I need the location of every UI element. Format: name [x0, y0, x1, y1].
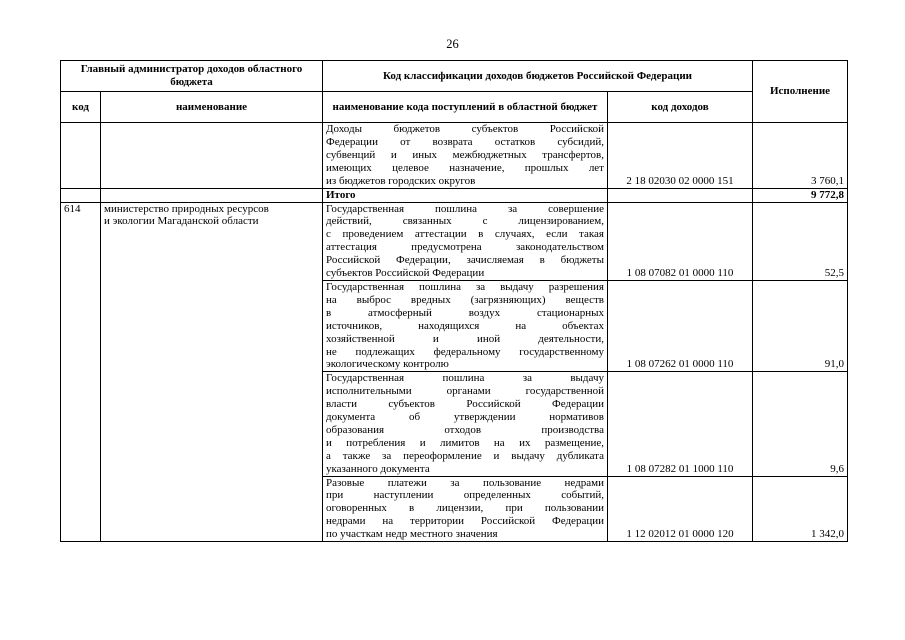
income-name-header: наименование кода поступлений в областной бюджет	[323, 92, 608, 123]
execution-header: Исполнение	[753, 61, 848, 123]
text-line: образования отходов производства	[326, 423, 604, 436]
table-row	[61, 123, 848, 189]
income-code-cell	[608, 188, 753, 202]
total-amount: 9 772,8	[753, 188, 848, 202]
table-row	[61, 202, 848, 280]
table-header-row-1	[61, 61, 848, 92]
name-header: наименование	[101, 92, 323, 123]
admin-code-cell: 614	[61, 202, 101, 542]
text-line: субъектов Российской Федерации	[326, 267, 485, 280]
text-line: источников, находящихся на объектах	[326, 319, 604, 332]
text-line: а также за переоформление и выдачу дубликата	[326, 449, 604, 462]
text-line: не подлежащих федеральному государственному	[326, 345, 604, 358]
text-line: при наступлении определенных событий,	[326, 489, 604, 502]
code-header: код	[61, 92, 101, 123]
text-line: аттестация предусмотрена законодательством	[326, 241, 604, 254]
text-line: хозяйственной и иной деятельности,	[326, 332, 604, 345]
text-line: имеющих целевое назначение, прошлых лет	[326, 161, 604, 174]
text-line: и потребления и лимитов на их размещение,	[326, 436, 604, 449]
admin-name-cell	[101, 188, 323, 202]
text-line: с проведением аттестации в случаях, если такая	[326, 228, 604, 241]
income-name-cell	[323, 476, 608, 542]
text-line: из бюджетов городских округов	[326, 174, 476, 187]
income-name-cell	[323, 280, 608, 371]
amount-cell: 9,6	[753, 372, 848, 476]
text-line: указанного документа	[326, 462, 430, 475]
text-line: Государственная пошлина за выдачу	[326, 372, 604, 385]
income-code-cell: 1 08 07082 01 0000 110	[608, 202, 753, 280]
text-line: субвенций и иных межбюджетных трансфертов,	[326, 148, 604, 161]
text-line: Федерации от возврата остатков субсидий,	[326, 135, 604, 148]
text-line: действий, связанных с лицензированием,	[326, 215, 604, 228]
text-line: документа об утверждении нормативов	[326, 411, 604, 424]
income-code-cell: 1 12 02012 01 0000 120	[608, 476, 753, 542]
text-line: по участкам недр местного значения	[326, 528, 498, 541]
text-line: Российской Федерации, зачисляемая в бюджеты	[326, 254, 604, 267]
text-line: недрами на территории Российской Федерации	[326, 515, 604, 528]
text-line: министерство природных ресурсов	[104, 202, 269, 215]
total-row	[61, 188, 848, 202]
total-label: Итого	[323, 188, 608, 202]
income-code-cell: 2 18 02030 02 0000 151	[608, 123, 753, 189]
admin-code-cell	[61, 123, 101, 189]
text-line: Государственная пошлина за совершение	[326, 202, 604, 215]
amount-cell: 3 760,1	[753, 123, 848, 189]
text-line: на выброс вредных (загрязняющих) веществ	[326, 293, 604, 306]
text-line: оговоренных в лицензии, при пользовании	[326, 502, 604, 515]
amount-cell: 52,5	[753, 202, 848, 280]
text-line: исполнительными органами государственной	[326, 385, 604, 398]
income-table	[60, 60, 848, 542]
income-code-cell: 1 08 07282 01 1000 110	[608, 372, 753, 476]
table-header-row-2	[61, 92, 848, 123]
text-line: и экологии Магаданской области	[104, 215, 259, 228]
admin-code-cell	[61, 188, 101, 202]
page-number: 26	[446, 37, 459, 51]
text-line: Разовые платежи за пользование недрами	[326, 476, 604, 489]
income-name-cell	[323, 123, 608, 189]
amount-cell: 1 342,0	[753, 476, 848, 542]
text-line: экологическому контролю	[326, 358, 449, 371]
text-line: власти субъектов Российской Федерации	[326, 398, 604, 411]
text-line: Доходы бюджетов субъектов Российской	[326, 123, 604, 135]
classification-group-header: Код классификации доходов бюджетов Российской Федерации	[323, 61, 753, 92]
text-line: в атмосферный воздух стационарных	[326, 306, 604, 319]
admin-group-header: Главный администратор доходов областного бюджета	[61, 61, 323, 92]
income-name-cell	[323, 202, 608, 280]
table-body	[61, 123, 848, 542]
admin-name-cell	[101, 123, 323, 189]
income-code-header: код доходов	[608, 92, 753, 123]
text-line: Государственная пошлина за выдачу разрешения	[326, 280, 604, 293]
income-name-cell	[323, 372, 608, 476]
income-code-cell: 1 08 07262 01 0000 110	[608, 280, 753, 371]
admin-name-cell	[101, 202, 323, 542]
amount-cell: 91,0	[753, 280, 848, 371]
